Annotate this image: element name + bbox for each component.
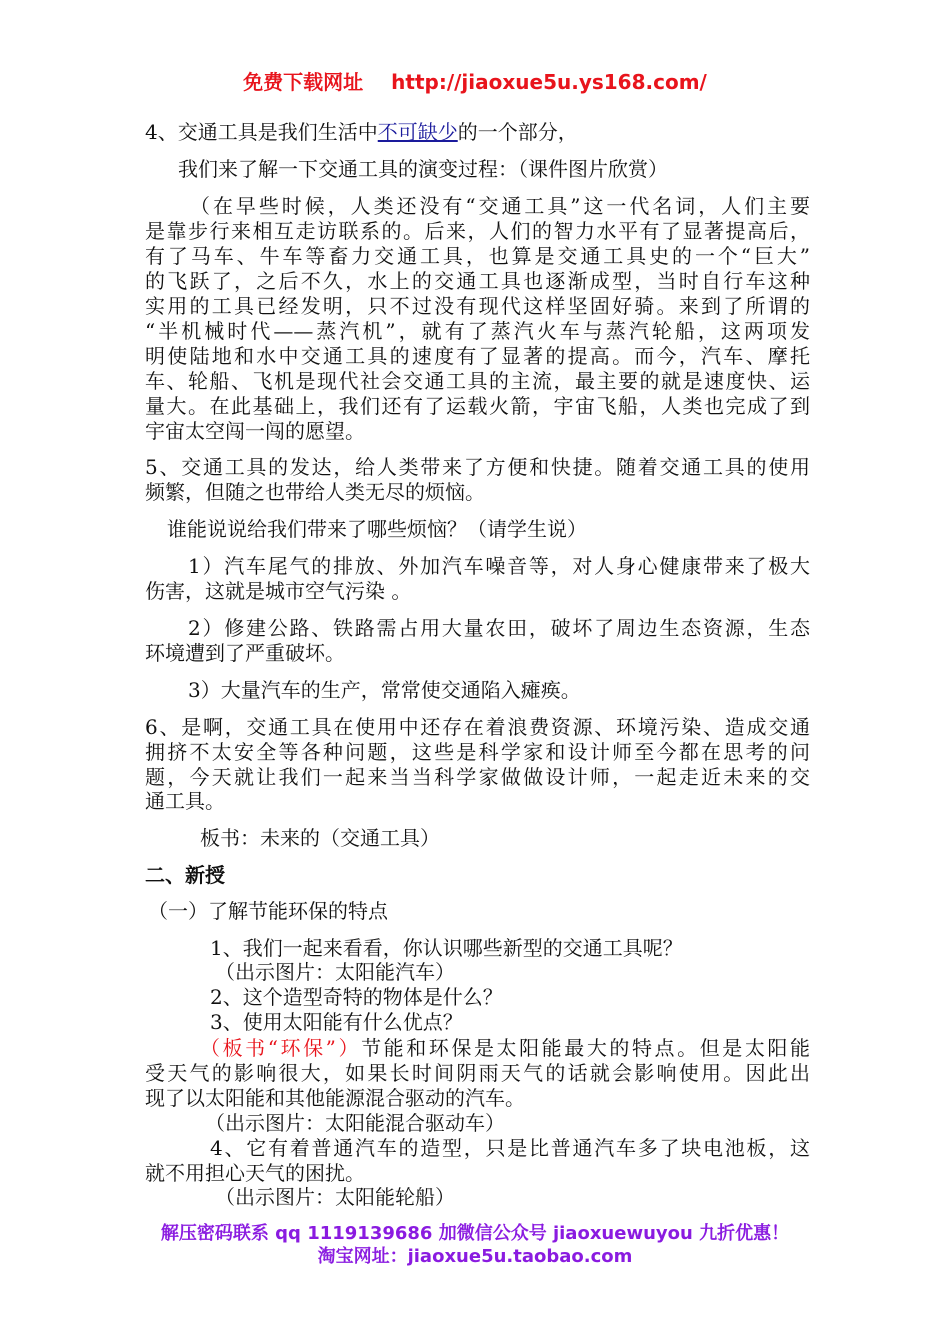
- text-line: [148, 899, 388, 924]
- text-line: [188, 554, 810, 579]
- text-line: [145, 294, 810, 319]
- text-line: [210, 1136, 810, 1161]
- text-segment: 5、交通工具的发达，给人类带来了方便和快捷。随着交通工具的使用: [145, 455, 810, 479]
- text-segment: 的飞跃了，之后不久，水上的交通工具也逐渐成型，当时自行车这种: [145, 269, 810, 293]
- text-line: [200, 1036, 810, 1061]
- text-segment: 6、是啊，交通工具在使用中还存在着浪费资源、环境污染、造成交通: [145, 715, 810, 739]
- text-segment: 受天气的影响很大，如果长时间阴雨天气的话就会影响使用。因此出: [145, 1061, 810, 1085]
- text-segment: 的一个部分，: [457, 120, 578, 144]
- text-line: [145, 369, 810, 394]
- text-line: [210, 1010, 463, 1035]
- text-line: [145, 480, 485, 505]
- text-segment: 通工具。: [145, 789, 225, 813]
- text-line: [178, 157, 668, 182]
- text-segment: 现了以太阳能和其他能源混合驱动的汽车。: [145, 1086, 525, 1110]
- text-segment: 就不用担心天气的困扰。: [145, 1161, 365, 1185]
- text-segment: 宇宙太空闯一闯的愿望。: [145, 419, 365, 443]
- text-segment: 4、交通工具是我们生活中: [145, 120, 378, 144]
- text-segment: 伤害，这就是城市空气污染 。: [145, 579, 412, 603]
- text-line: [145, 641, 345, 666]
- text-segment: 量大。在此基础上，我们还有了运载火箭，宇宙飞船，人类也完成了到: [145, 394, 810, 418]
- text-segment: （出示图片：太阳能汽车）: [215, 960, 455, 984]
- text-segment: 3）大量汽车的生产，常常使交通陷入瘫痪。: [188, 678, 581, 702]
- text-line: [145, 455, 810, 480]
- text-line: [145, 765, 810, 790]
- text-segment: 题，今天就让我们一起来当当科学家做做设计师，一起走近未来的交: [145, 765, 810, 789]
- text-segment: 板书：未来的（交通工具）: [200, 826, 440, 850]
- text-line: [145, 740, 810, 765]
- text-line: [145, 120, 578, 145]
- text-line: [210, 936, 683, 961]
- text-segment: 车、轮船、飞机是现代社会交通工具的主流，最主要的就是速度快、运: [145, 369, 810, 393]
- text-line: [215, 960, 455, 985]
- text-segment: （一）了解节能环保的特点: [148, 899, 388, 923]
- footer-taobao: 淘宝网址：jiaoxue5u.taobao.com: [317, 1246, 633, 1267]
- text-line: [145, 863, 225, 888]
- text-line: [145, 319, 810, 344]
- text-segment: 3、使用太阳能有什么优点？: [210, 1010, 463, 1034]
- text-line: [167, 517, 587, 542]
- text-segment: 1、我们一起来看看，你认识哪些新型的交通工具呢？: [210, 936, 683, 960]
- text-line: [188, 678, 581, 703]
- section-heading: 二、新授: [145, 863, 225, 887]
- text-line: [215, 1185, 455, 1210]
- footer-contact: 解压密码联系 qq 1119139686 加微信公众号 jiaoxuewuyou 九折优惠！: [160, 1223, 790, 1244]
- text-line: [145, 579, 411, 604]
- text-segment: “半机械时代——蒸汽机”，就有了蒸汽火车与蒸汽轮船，这两项发: [145, 319, 810, 343]
- header-banner: [0, 66, 950, 95]
- text-line: [145, 269, 810, 294]
- text-segment: 谁能说说给我们带来了哪些烦恼？（请学生说）: [167, 517, 587, 541]
- text-segment: 1）汽车尾气的排放、外加汽车噪音等，对人身心健康带来了极大: [188, 554, 810, 578]
- text-line: [190, 194, 810, 219]
- text-segment: （在早些时候，人类还没有“交通工具”这一代名词，人们主要: [190, 194, 810, 218]
- text-line: [145, 244, 810, 269]
- text-line: [145, 394, 810, 419]
- text-line: [200, 826, 440, 851]
- text-segment: 环境遭到了严重破坏。: [145, 641, 345, 665]
- text-line: [145, 344, 810, 369]
- text-segment: （出示图片：太阳能轮船）: [215, 1185, 455, 1209]
- text-segment: 4、它有着普通汽车的造型，只是比普通汽车多了块电池板，这: [210, 1136, 810, 1160]
- text-segment: （出示图片：太阳能混合驱动车）: [205, 1111, 505, 1135]
- text-line: [145, 419, 365, 444]
- text-line: [145, 1061, 810, 1086]
- text-segment: 是靠步行来相互走访联系的。后来，人们的智力水平有了显著提高后，: [145, 219, 810, 243]
- text-line: [205, 1111, 505, 1136]
- text-line: [210, 985, 503, 1010]
- text-segment: 有了马车、牛车等畜力交通工具，也算是交通工具史的一个“巨大”: [145, 244, 810, 268]
- text-segment: 拥挤不太安全等各种问题，这些是科学家和设计师至今都在思考的问: [145, 740, 810, 764]
- text-segment: 实用的工具已经发明，只不过没有现代这样坚固好骑。来到了所谓的: [145, 294, 810, 318]
- text-line: [145, 789, 225, 814]
- text-segment: 节能和环保是太阳能最大的特点。但是太阳能: [361, 1036, 811, 1060]
- text-segment: 2）修建公路、铁路需占用大量农田，破坏了周边生态资源，生态: [188, 616, 810, 640]
- text-segment: 频繁，但随之也带给人类无尽的烦恼。: [145, 480, 485, 504]
- text-line: [145, 1086, 525, 1111]
- text-line: [145, 219, 810, 244]
- red-annotation: （板书“环保”）: [200, 1036, 362, 1060]
- text-line: [145, 1161, 365, 1186]
- text-segment: 我们来了解一下交通工具的演变过程：（课件图片欣赏）: [178, 157, 668, 181]
- header-label: 免费下载网址: [243, 70, 364, 94]
- header-url[interactable]: http://jiaoxue5u.ys168.com/: [391, 70, 707, 94]
- text-segment: 2、这个造型奇特的物体是什么？: [210, 985, 503, 1009]
- text-line: [145, 715, 810, 740]
- text-segment: 明使陆地和水中交通工具的速度有了显著的提高。而今，汽车、摩托: [145, 344, 810, 368]
- hyperlink[interactable]: 不可缺少: [377, 120, 458, 144]
- text-line: [188, 616, 810, 641]
